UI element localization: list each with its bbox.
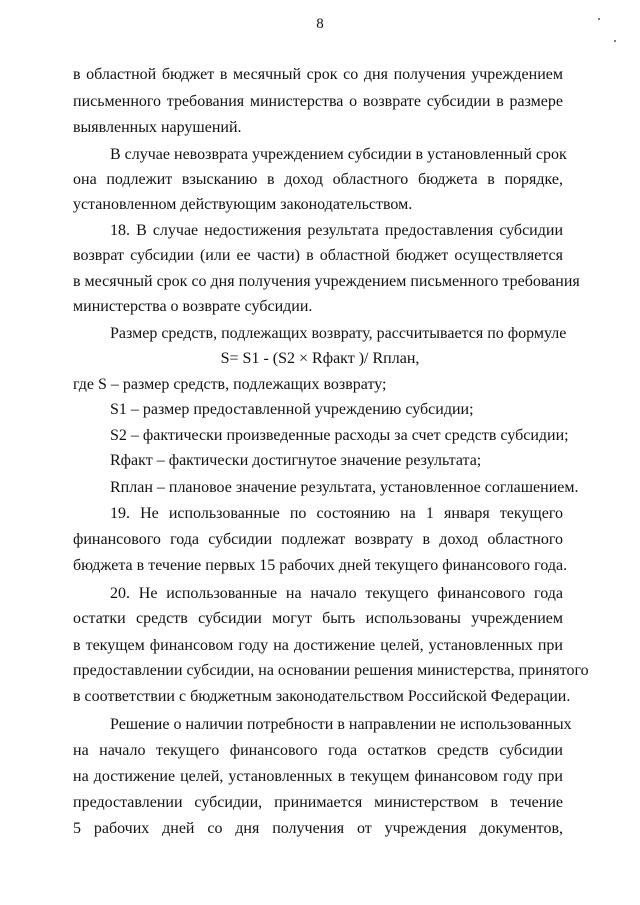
paragraph-line: В случае невозврата учреждением субсидии в установленный срок <box>110 146 567 163</box>
paragraph-line: бюджета в течение первых 15 рабочих дней текущего финансового года. <box>73 557 568 574</box>
paragraph-line: установленном действующим законодательством. <box>73 196 413 213</box>
paragraph-line: остатки средств субсидии могут быть использованы учреждением <box>73 610 563 627</box>
page-number: 8 <box>316 16 324 32</box>
definition-line: S2 – фактически произведенные расходы за счет средств субсидии; <box>110 427 569 444</box>
paragraph-line: 20. Не использованные на начало текущего финансового года <box>110 585 563 602</box>
scan-speck <box>614 40 616 42</box>
paragraph-line: возврат субсидии (или ее части) в областной бюджет осуществляется <box>73 247 563 264</box>
paragraph-line: министерства о возврате субсидии. <box>73 298 313 315</box>
paragraph-line: в соответствии с бюджетным законодательством Российской Федерации. <box>73 688 571 705</box>
paragraph-line: в месячный срок со дня получения учреждением письменного требования <box>73 273 580 290</box>
paragraph-line: выявленных нарушений. <box>73 119 242 136</box>
paragraph-line: на достижение целей, установленных в текущем финансовом году при <box>73 768 563 785</box>
paragraph-line: в текущем финансовом году на достижение целей, установленных при <box>73 637 563 654</box>
paragraph-line: письменного требования министерства о возврате субсидии в размере <box>73 93 563 110</box>
paragraph-line: предоставлении субсидии, принимается министерством в течение <box>73 794 563 811</box>
paragraph-line: Решение о наличии потребности в направлении не использованных <box>110 716 572 733</box>
paragraph-line: она подлежит взысканию в доход областного бюджета в порядке, <box>73 171 563 188</box>
scan-speck <box>598 18 600 20</box>
definition-line: S1 – размер предоставленной учреждению субсидии; <box>110 401 474 418</box>
paragraph-line: 18. В случае недостижения результата предоставления субсидии <box>110 222 563 239</box>
definition-line: Rплан – плановое значение результата, установленное соглашением. <box>110 479 579 496</box>
paragraph-line: финансового года субсидии подлежат возврату в доход областного <box>73 531 563 548</box>
paragraph-line: предоставлении субсидии, на основании решения министерства, принятого <box>73 662 589 679</box>
definition-line: где S – размер средств, подлежащих возврату; <box>73 376 387 393</box>
paragraph-line: 5 рабочих дней со дня получения от учреждения документов, <box>73 820 563 837</box>
paragraph-line: в областной бюджет в месячный срок со дня получения учреждением <box>73 66 563 83</box>
formula: S= S1 - (S2 × Rфакт )/ Rплан, <box>220 350 420 367</box>
paragraph-line: Размер средств, подлежащих возврату, рассчитывается по формуле <box>110 325 567 342</box>
paragraph-line: на начало текущего финансового года остатков средств субсидии <box>73 742 563 759</box>
definition-line: Rфакт – фактически достигнутое значение результата; <box>110 452 482 469</box>
paragraph-line: 19. Не использованные по состоянию на 1 января текущего <box>110 505 563 522</box>
